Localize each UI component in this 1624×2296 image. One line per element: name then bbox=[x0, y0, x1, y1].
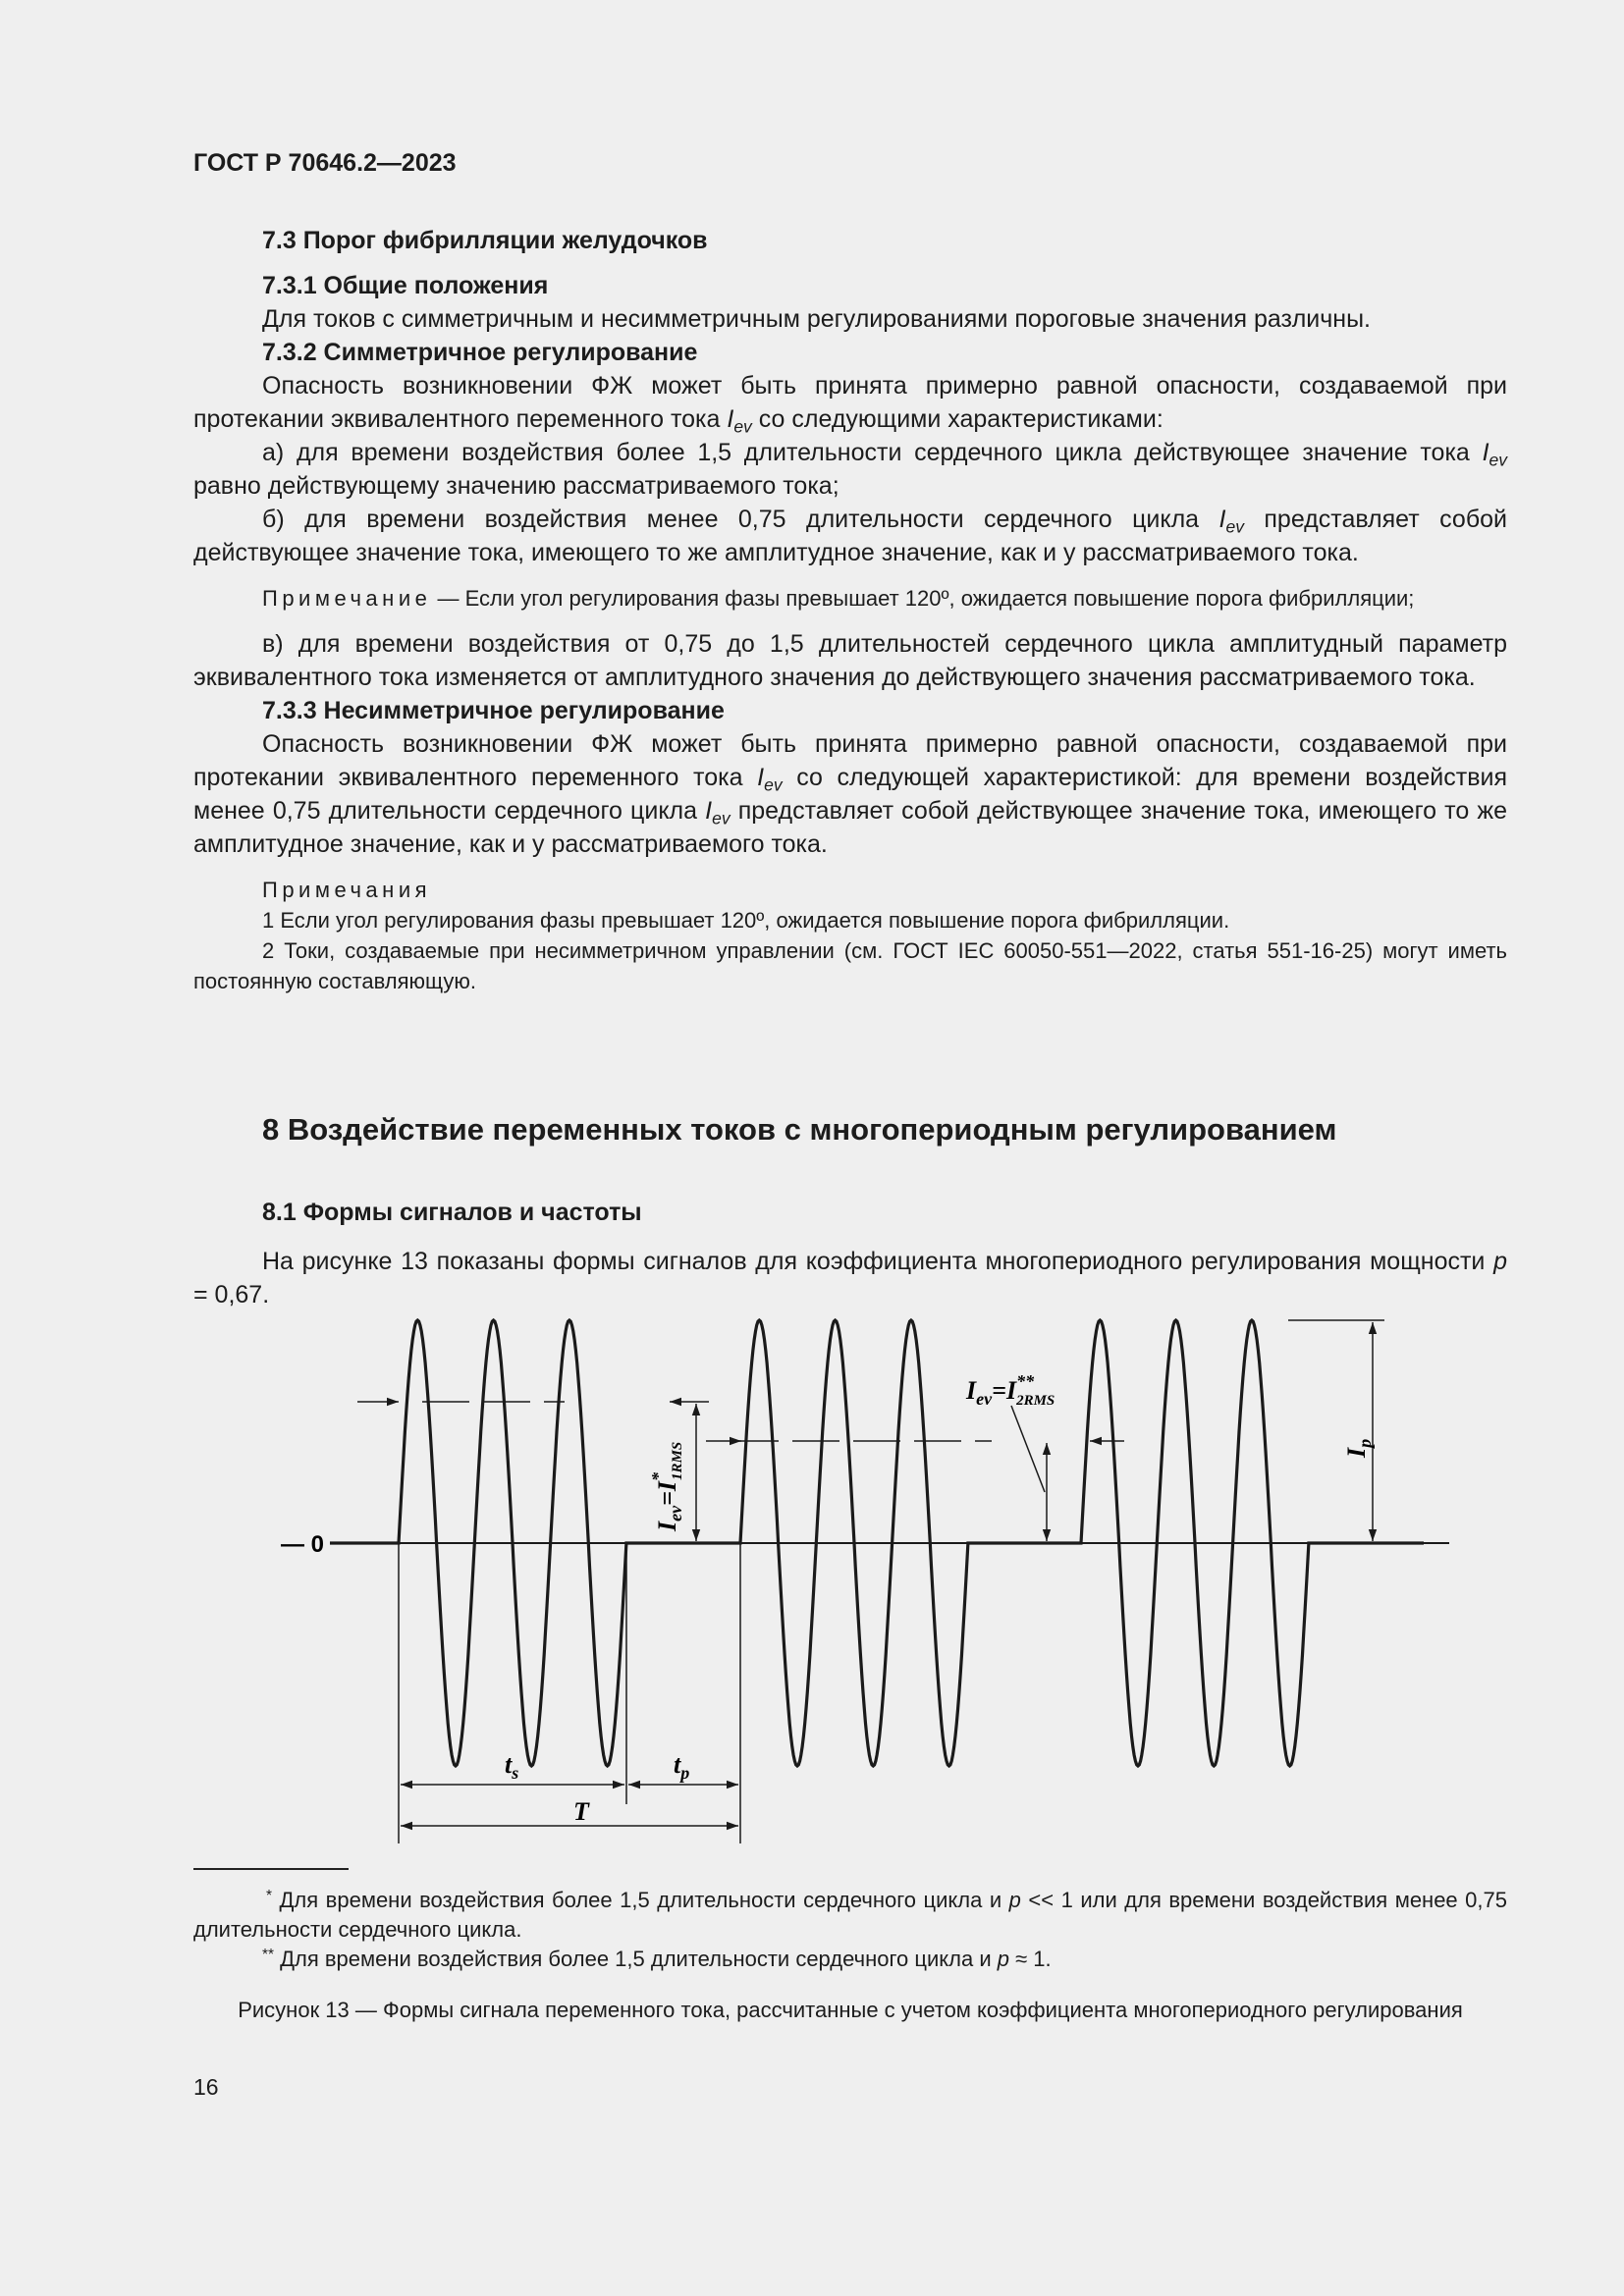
label-ip: $I_p$ bbox=[1342, 1438, 1375, 1458]
footnote-2: ** Для времени воздействия более 1,5 длительности сердечного цикла и p ≈ 1. bbox=[262, 1947, 1052, 1971]
note-2: 2 Токи, создаваемые при несимметричном управлении (см. ГОСТ IEC 60050-551—2022, статья 551-16-25) могут иметь постоянную составляющую. bbox=[193, 938, 1507, 993]
zero-label: — 0 bbox=[281, 1531, 325, 1558]
label-T: T bbox=[573, 1797, 589, 1826]
note-1: 1 Если угол регулирования фазы превышает 120º, ожидается повышение порога фибрилляции. bbox=[262, 908, 1230, 933]
section-8-title: 8 Воздействие переменных токов с многопериодным регулированием bbox=[262, 1112, 1337, 1147]
section-7-3-1-title: 7.3.1 Общие положения bbox=[262, 272, 549, 299]
footnote-1: * Для времени воздействия более 1,5 длительности сердечного цикла и p << 1 или для времени воздействия менее 0,75 длительности сердечного цикла. bbox=[193, 1888, 1507, 1942]
footnote-rule bbox=[193, 1868, 349, 1870]
item-c: в) для времени воздействия от 0,75 до 1,5 длительностей сердечного цикла амплитудный параметр эквивалентного тока изменяется от амплитудного значения до действующего значения рассматриваемого тока. bbox=[193, 630, 1507, 691]
note: Примечание — Если угол регулирования фазы превышает 120º, ожидается повышение порога фибрилляции; bbox=[262, 586, 1415, 611]
page-number: 16 bbox=[193, 2074, 219, 2100]
item-b: б) для времени воздействия менее 0,75 длительности сердечного цикла $I_{ev}$ представляет собой действующее значение тока, имеющего то же амплитудное значение, как и у рассматриваемого тока. bbox=[193, 506, 1508, 566]
item-a: а) для времени воздействия более 1,5 длительности сердечного цикла действующее значение тока $I_{ev}$ равно действующему значению рассматриваемого тока; bbox=[193, 439, 1507, 500]
section-7-3-3-title: 7.3.3 Несимметричное регулирование bbox=[262, 697, 725, 724]
label-iev-i1rms: $I_{ev}=I^*$ 1RMS bbox=[648, 1441, 685, 1531]
section-7-3-3-paragraph: Опасность возникновении ФЖ может быть принята примерно равной опасности, создаваемой при протекании эквивалентного переменного тока $I_{ev}$ со следующей характеристикой: для времени воздействия менее 0,75 длительности сердечного цикла $I_{ev}$ представляет собой действующее значение тока, имеющего то же амплитудное значение, как и у рассматриваемого тока. bbox=[193, 730, 1507, 858]
document-header: ГОСТ Р 70646.2—2023 bbox=[193, 149, 457, 177]
section-8-1-paragraph: На рисунке 13 показаны формы сигналов для коэффициента многопериодного регулирования мощности p = 0,67. bbox=[193, 1248, 1507, 1308]
label-iev-i2rms: $I_{ev}=I^{**}$ 2RMS bbox=[966, 1371, 1056, 1409]
figure-caption: Рисунок 13 — Формы сигнала переменного тока, рассчитанные с учетом коэффициента многопериодного регулирования bbox=[238, 1998, 1463, 2022]
section-7-3-title: 7.3 Порог фибрилляции желудочков bbox=[262, 227, 708, 254]
label-tp: $t_p$ bbox=[674, 1750, 690, 1783]
notes-label: Примечания bbox=[262, 878, 432, 902]
section-7-3-1-text: Для токов с симметричным и несимметричным регулированиями пороговые значения различны. bbox=[262, 305, 1372, 333]
label-ts: $t_s$ bbox=[505, 1750, 519, 1783]
section-7-3-2-paragraph: Опасность возникновении ФЖ может быть принята примерно равной опасности, создаваемой при протекании эквивалентного переменного тока $I_{ev}$ со следующими характеристиками: bbox=[193, 372, 1507, 437]
section-8-1-title: 8.1 Формы сигналов и частоты bbox=[262, 1199, 642, 1226]
section-7-3-2-title: 7.3.2 Симметричное регулирование bbox=[262, 339, 698, 366]
